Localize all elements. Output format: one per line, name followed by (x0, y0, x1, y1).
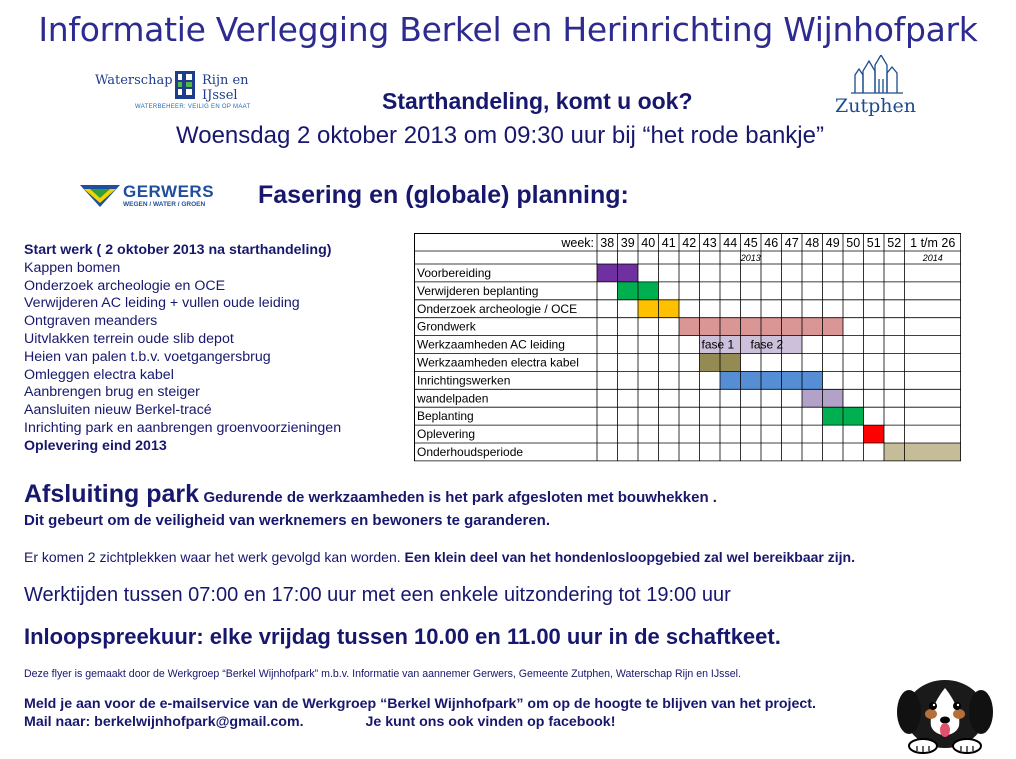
zutphen-logo-text: Zutphen (835, 95, 916, 117)
gantt-bar (720, 371, 823, 389)
afsluiting-heading: Afsluiting park (24, 480, 200, 508)
zichtplekken-text: Er komen 2 zichtplekken waar het werk gevolgd kan worden. (24, 549, 401, 565)
gerwers-logo-subtext: WEGEN / WATER / GROEN (123, 201, 206, 208)
gantt-row-label: Voorbereiding (417, 266, 492, 280)
gantt-week-label: week: (561, 236, 594, 250)
mail-line (24, 714, 615, 730)
gantt-week-number: 52 (887, 236, 902, 250)
gantt-week-number: 39 (620, 236, 635, 250)
afsluiting-text: Gedurende de werkzaamheden is het park afgesloten met bouwhekken . (203, 489, 717, 506)
task-item: Heien van palen t.b.v. voetgangersbrug (24, 348, 271, 365)
task-item: Inrichting park en aanbrengen groenvoorzieningen (24, 419, 342, 436)
starthandeling-heading: Starthandeling, komt u ook? (382, 88, 693, 114)
planning-gantt-chart (414, 233, 961, 464)
gerwers-emblem-icon (80, 183, 120, 209)
werktijden-line: Werktijden tussen 07:00 en 17:00 uur met een enkele uitzondering tot 19:00 uur (24, 584, 731, 606)
mail-address-text: Mail naar: berkelwijnhofpark@gmail.com. (24, 714, 304, 730)
gantt-week-number: 45 (743, 236, 758, 250)
gantt-week-number: 41 (661, 236, 676, 250)
facebook-text: Je kunt ons ook vinden op facebook! (365, 714, 616, 730)
waterschap-logo-right-text: Rijn en IJssel (202, 73, 249, 103)
event-date-line: Woensdag 2 oktober 2013 om 09:30 uur bij “het rode bankje” (176, 122, 824, 149)
gantt-week-number: 42 (682, 236, 697, 250)
task-item: Aanbrengen brug en steiger (24, 384, 200, 401)
castle-icon (849, 55, 905, 95)
gantt-year-2013: 2013 (740, 253, 761, 263)
gantt-row-label: wandelpaden (417, 391, 489, 406)
email-service-line: Meld je aan voor de e-mailservice van de Werkgroep “Berkel Wijnhofpark” om op de hoogte te blijven van het project. (24, 696, 816, 712)
gantt-week-number: 46 (764, 236, 779, 250)
afsluiting-text-2: Dit gebeurt om de veiligheid van werknemers en bewoners te garanderen. (24, 512, 550, 529)
task-item: Onderzoek archeologie en OCE (24, 277, 226, 294)
dog-illustration (895, 668, 995, 754)
fasering-heading: Fasering en (globale) planning: (258, 181, 629, 209)
zutphen-logo (835, 55, 915, 123)
gantt-year-2014: 2014 (922, 253, 943, 263)
gantt-week-number: 49 (825, 236, 840, 250)
task-item: Start werk ( 2 oktober 2013 na starthandeling) (24, 242, 332, 258)
page-title: Informatie Verlegging Berkel en Herinrichting Wijnhofpark (38, 10, 978, 49)
gantt-row-label: Grondwerk (417, 319, 476, 334)
task-item: Omleggen electra kabel (24, 366, 174, 383)
waterschap-logo-left-text: Waterschap (95, 73, 173, 88)
task-list (24, 242, 341, 456)
gantt-row-label: Inrichtingswerken (417, 373, 511, 388)
gantt-bar (884, 443, 961, 461)
gantt-bar (864, 425, 885, 443)
waterschap-tagline: WATERBEHEER: VEILIG EN OP MAAT (135, 104, 251, 110)
dog-icon (895, 668, 995, 754)
gantt-week-number: 1 t/m 26 (910, 236, 956, 250)
gantt-row-label: Werkzaamheden AC leiding (417, 337, 565, 352)
gantt-week-number: 44 (723, 236, 738, 250)
gantt-row-label: Onderhoudsperiode (417, 445, 524, 459)
gantt-row-label: Beplanting (417, 409, 474, 424)
task-item: Uitvlakken terrein oude slib depot (24, 330, 234, 347)
gantt-week-number: 38 (600, 236, 615, 250)
waterschap-logo (95, 70, 285, 114)
task-item: Kappen bomen (24, 259, 121, 276)
gantt-week-number: 50 (846, 236, 861, 250)
inloopspreekuur-line: Inloopspreekuur: elke vrijdag tussen 10.00 en 11.00 uur in de schaftkeet. (24, 624, 781, 649)
gantt-row-label: Oplevering (417, 427, 476, 442)
gantt-week-number: 48 (805, 236, 820, 250)
gerwers-logo-text: GERWERS (123, 182, 215, 201)
gantt-week-number: 51 (866, 236, 881, 250)
gantt-row-label: Verwijderen beplanting (417, 283, 539, 298)
task-item: Ontgraven meanders (24, 313, 158, 330)
gantt-week-number: 40 (641, 236, 656, 250)
task-item: Oplevering eind 2013 (24, 437, 167, 454)
hondenlosloopgebied-text: Een klein deel van het hondenlosloopgebied zal wel bereikbaar zijn. (404, 549, 855, 565)
gantt-row-label: Werkzaamheden electra kabel (417, 355, 579, 370)
zichtplekken-line (24, 549, 855, 565)
task-item: Aansluiten nieuw Berkel-tracé (24, 402, 212, 419)
gantt-bar-label: fase 2 (750, 337, 784, 352)
flyer-credit-line: Deze flyer is gemaakt door de Werkgroep “Berkel Wijnhofpark” m.b.v. Informatie van aannemer Gerwers, Gemeente Zutphen, Waterschap Rijn en IJssel. (24, 668, 741, 680)
waterschap-emblem-icon (174, 70, 196, 100)
gantt-week-number: 43 (702, 236, 717, 250)
task-item: Verwijderen AC leiding + vullen oude leiding (24, 295, 300, 312)
planning-gantt-svg (414, 233, 961, 464)
gerwers-logo (80, 181, 218, 211)
gantt-bar-label: fase 1 (701, 337, 735, 352)
afsluiting-line (24, 480, 717, 509)
gantt-week-number: 47 (784, 236, 799, 250)
gantt-row-label: Onderzoek archeologie / OCE (417, 301, 578, 316)
